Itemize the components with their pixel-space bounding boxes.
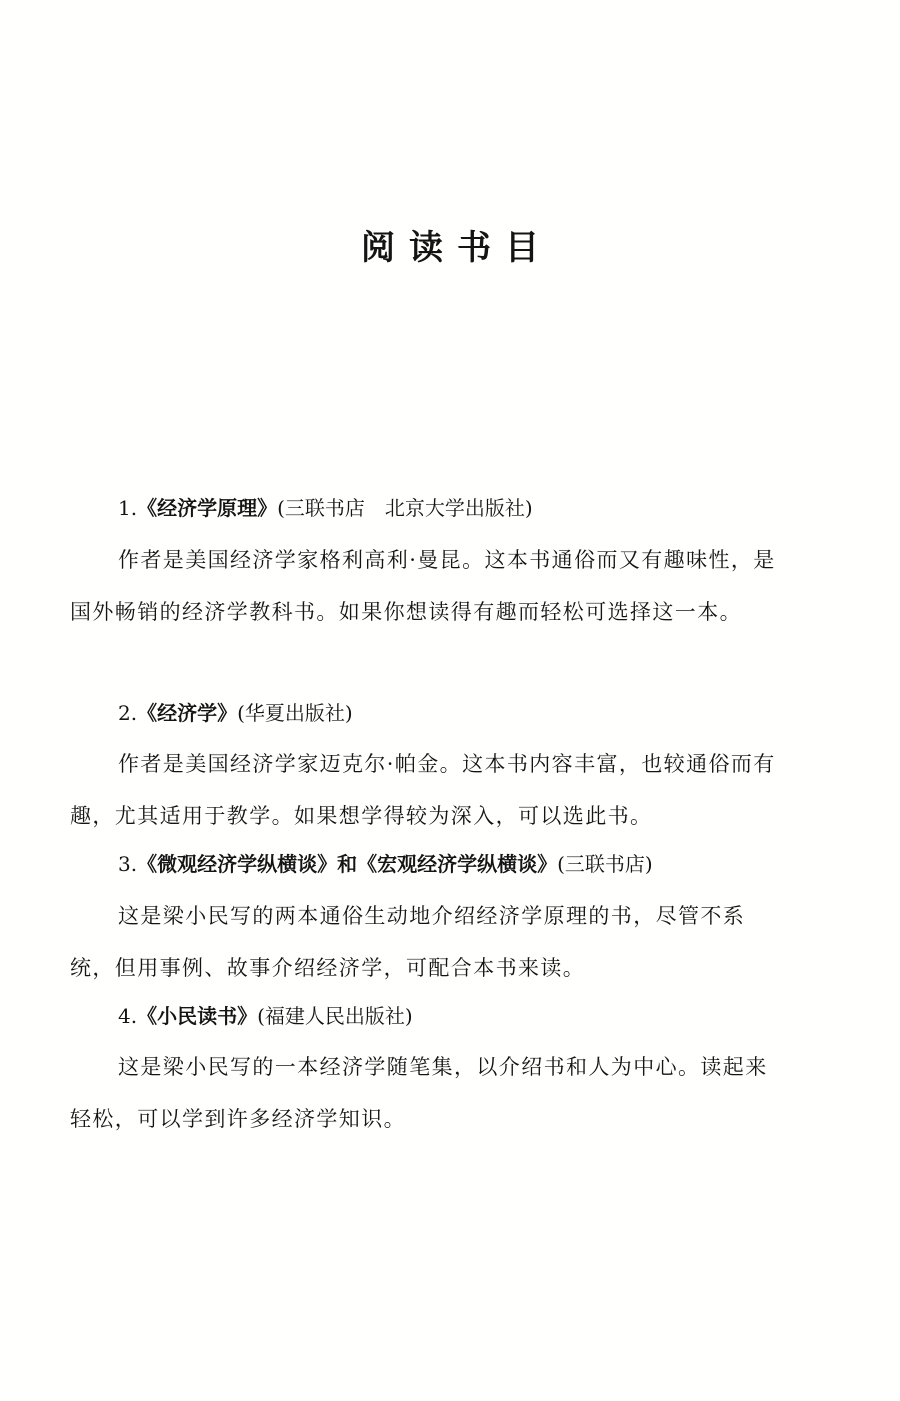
book-4-name: 《小民读书》 [137,1004,258,1028]
book-3-publisher: (三联书店) [557,852,653,876]
book-1-publisher: (三联书店 北京大学出版社) [277,496,533,520]
book-2-heading [118,699,353,727]
book-4-heading [118,1002,413,1030]
book-3-heading [118,850,653,878]
book-4-description: 这是梁小民写的一本经济学随笔集，以介绍书和人为中心。读起来轻松，可以学到许多经济学知识。 [70,1055,768,1131]
book-4-publisher: (福建人民出版社) [257,1004,413,1028]
book-3-description: 这是梁小民写的两本通俗生动地介绍经济学原理的书，尽管不系统，但用事例、故事介绍经济学，可配合本书来读。 [70,904,746,980]
book-2-description: 作者是美国经济学家迈克尔·帕金。这本书内容丰富，也较通俗而有趣，尤其适用于教学。如果想学得较为深入，可以选此书。 [70,752,776,828]
book-3-number: 3. [118,852,138,876]
book-2-name: 《经济学》 [137,701,238,725]
book-3-name: 《微观经济学纵横谈》和《宏观经济学纵横谈》 [137,852,558,876]
book-4-number: 4. [118,1004,138,1028]
page-title: 阅读书目 [361,228,553,268]
book-2-number: 2. [118,701,138,725]
book-1-heading [118,494,533,522]
book-1-number: 1. [118,496,138,520]
book-1-description: 作者是美国经济学家格利高利·曼昆。这本书通俗而又有趣味性，是国外畅销的经济学教科书。如果你想读得有趣而轻松可选择这一本。 [70,548,776,624]
book-1-name: 《经济学原理》 [137,496,278,520]
book-2-publisher: (华夏出版社) [237,701,353,725]
